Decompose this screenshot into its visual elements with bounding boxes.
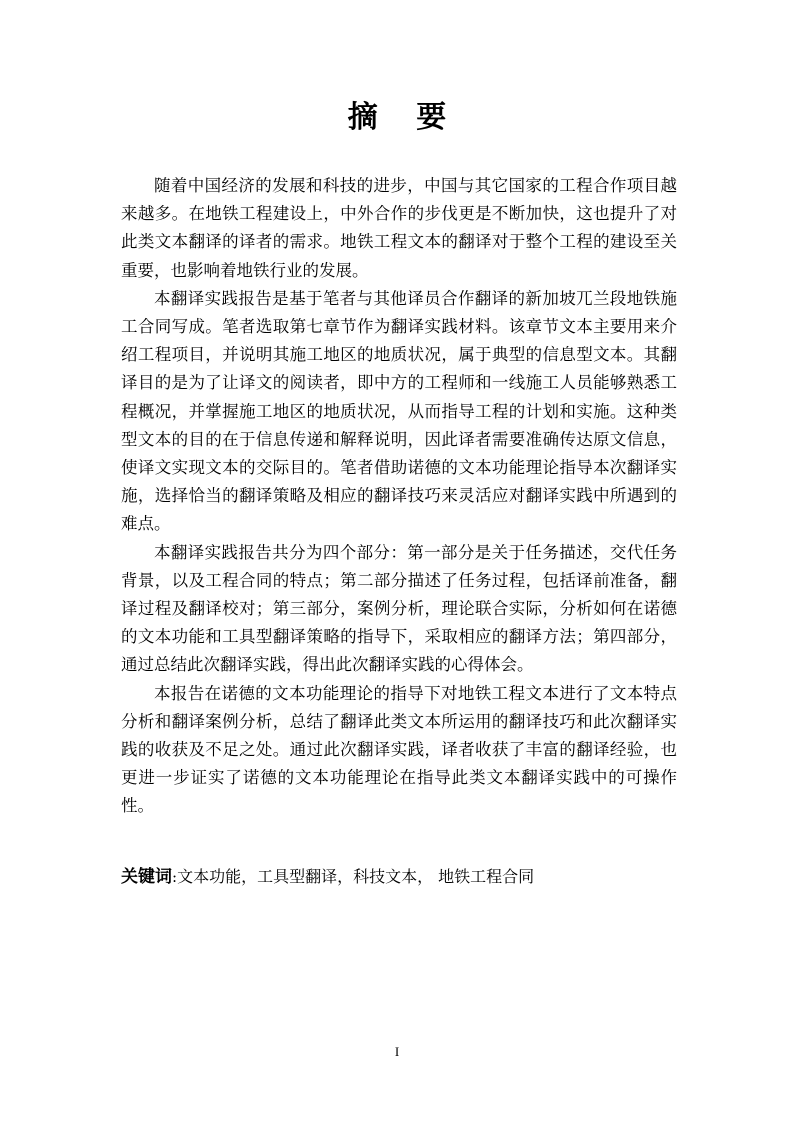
abstract-title: 摘 要 <box>347 100 461 135</box>
abstract-paragraph-1: 随着中国经济的发展和科技的进步，中国与其它国家的工程合作项目越来越多。在地铁工程建设上，中外合作的步伐更是不断加快，这也提升了对此类文本翻译的译者的需求。地铁工程文本的翻译对于整个工程的建设至关重要，也影响着地铁行业的发展。 <box>121 176 677 280</box>
abstract-paragraph-3: 本翻译实践报告共分为四个部分：第一部分是关于任务描述，交代任务背景，以及工程合同的特点；第二部分描述了任务过程，包括译前准备，翻译过程及翻译校对；第三部分，案例分析，理论联合实际，分析如何在诺德的文本功能和工具型翻译策略的指导下，采取相应的翻译方法；第四部分，通过总结此次翻译实践，得出此次翻译实践的心得体会。 <box>121 542 677 675</box>
abstract-paragraph-4: 本报告在诺德的文本功能理论的指导下对地铁工程文本进行了文本特点分析和翻译案例分析，总结了翻译此类文本所运用的翻译技巧和此次翻译实践的收获及不足之处。通过此次翻译实践，译者收获了丰富的翻译经验，也更进一步证实了诺德的文本功能理论在指导此类文本翻译实践中的可操作性。 <box>121 683 677 816</box>
keywords-line <box>121 863 681 891</box>
abstract-body <box>121 172 677 821</box>
keywords-separator: : <box>172 868 178 886</box>
abstract-paragraph-2: 本翻译实践报告是基于笔者与其他译员合作翻译的新加坡兀兰段地铁施工合同写成。笔者选取第七章节作为翻译实践材料。该章节文本主要用来介绍工程项目，并说明其施工地区的地质状况，属于典型的信息型文本。其翻译目的是为了让译文的阅读者，即中方的工程师和一线施工人员能够熟悉工程概况，并掌握施工地区的地质状况，从而指导工程的计划和实施。这种类型文本的目的在于信息传递和解释说明，因此译者需要准确传达原文信息，使译文实现文本的交际目的。笔者借助诺德的文本功能理论指导本次翻译实施，选择恰当的翻译策略及相应的翻译技巧来灵活应对翻译实践中所遇到的难点。 <box>121 288 677 534</box>
page-number: I <box>394 1044 400 1059</box>
keywords-label: 关键词 <box>121 867 172 887</box>
keywords-text: 文本功能，工具型翻译，科技文本， 地铁工程合同 <box>177 867 535 886</box>
